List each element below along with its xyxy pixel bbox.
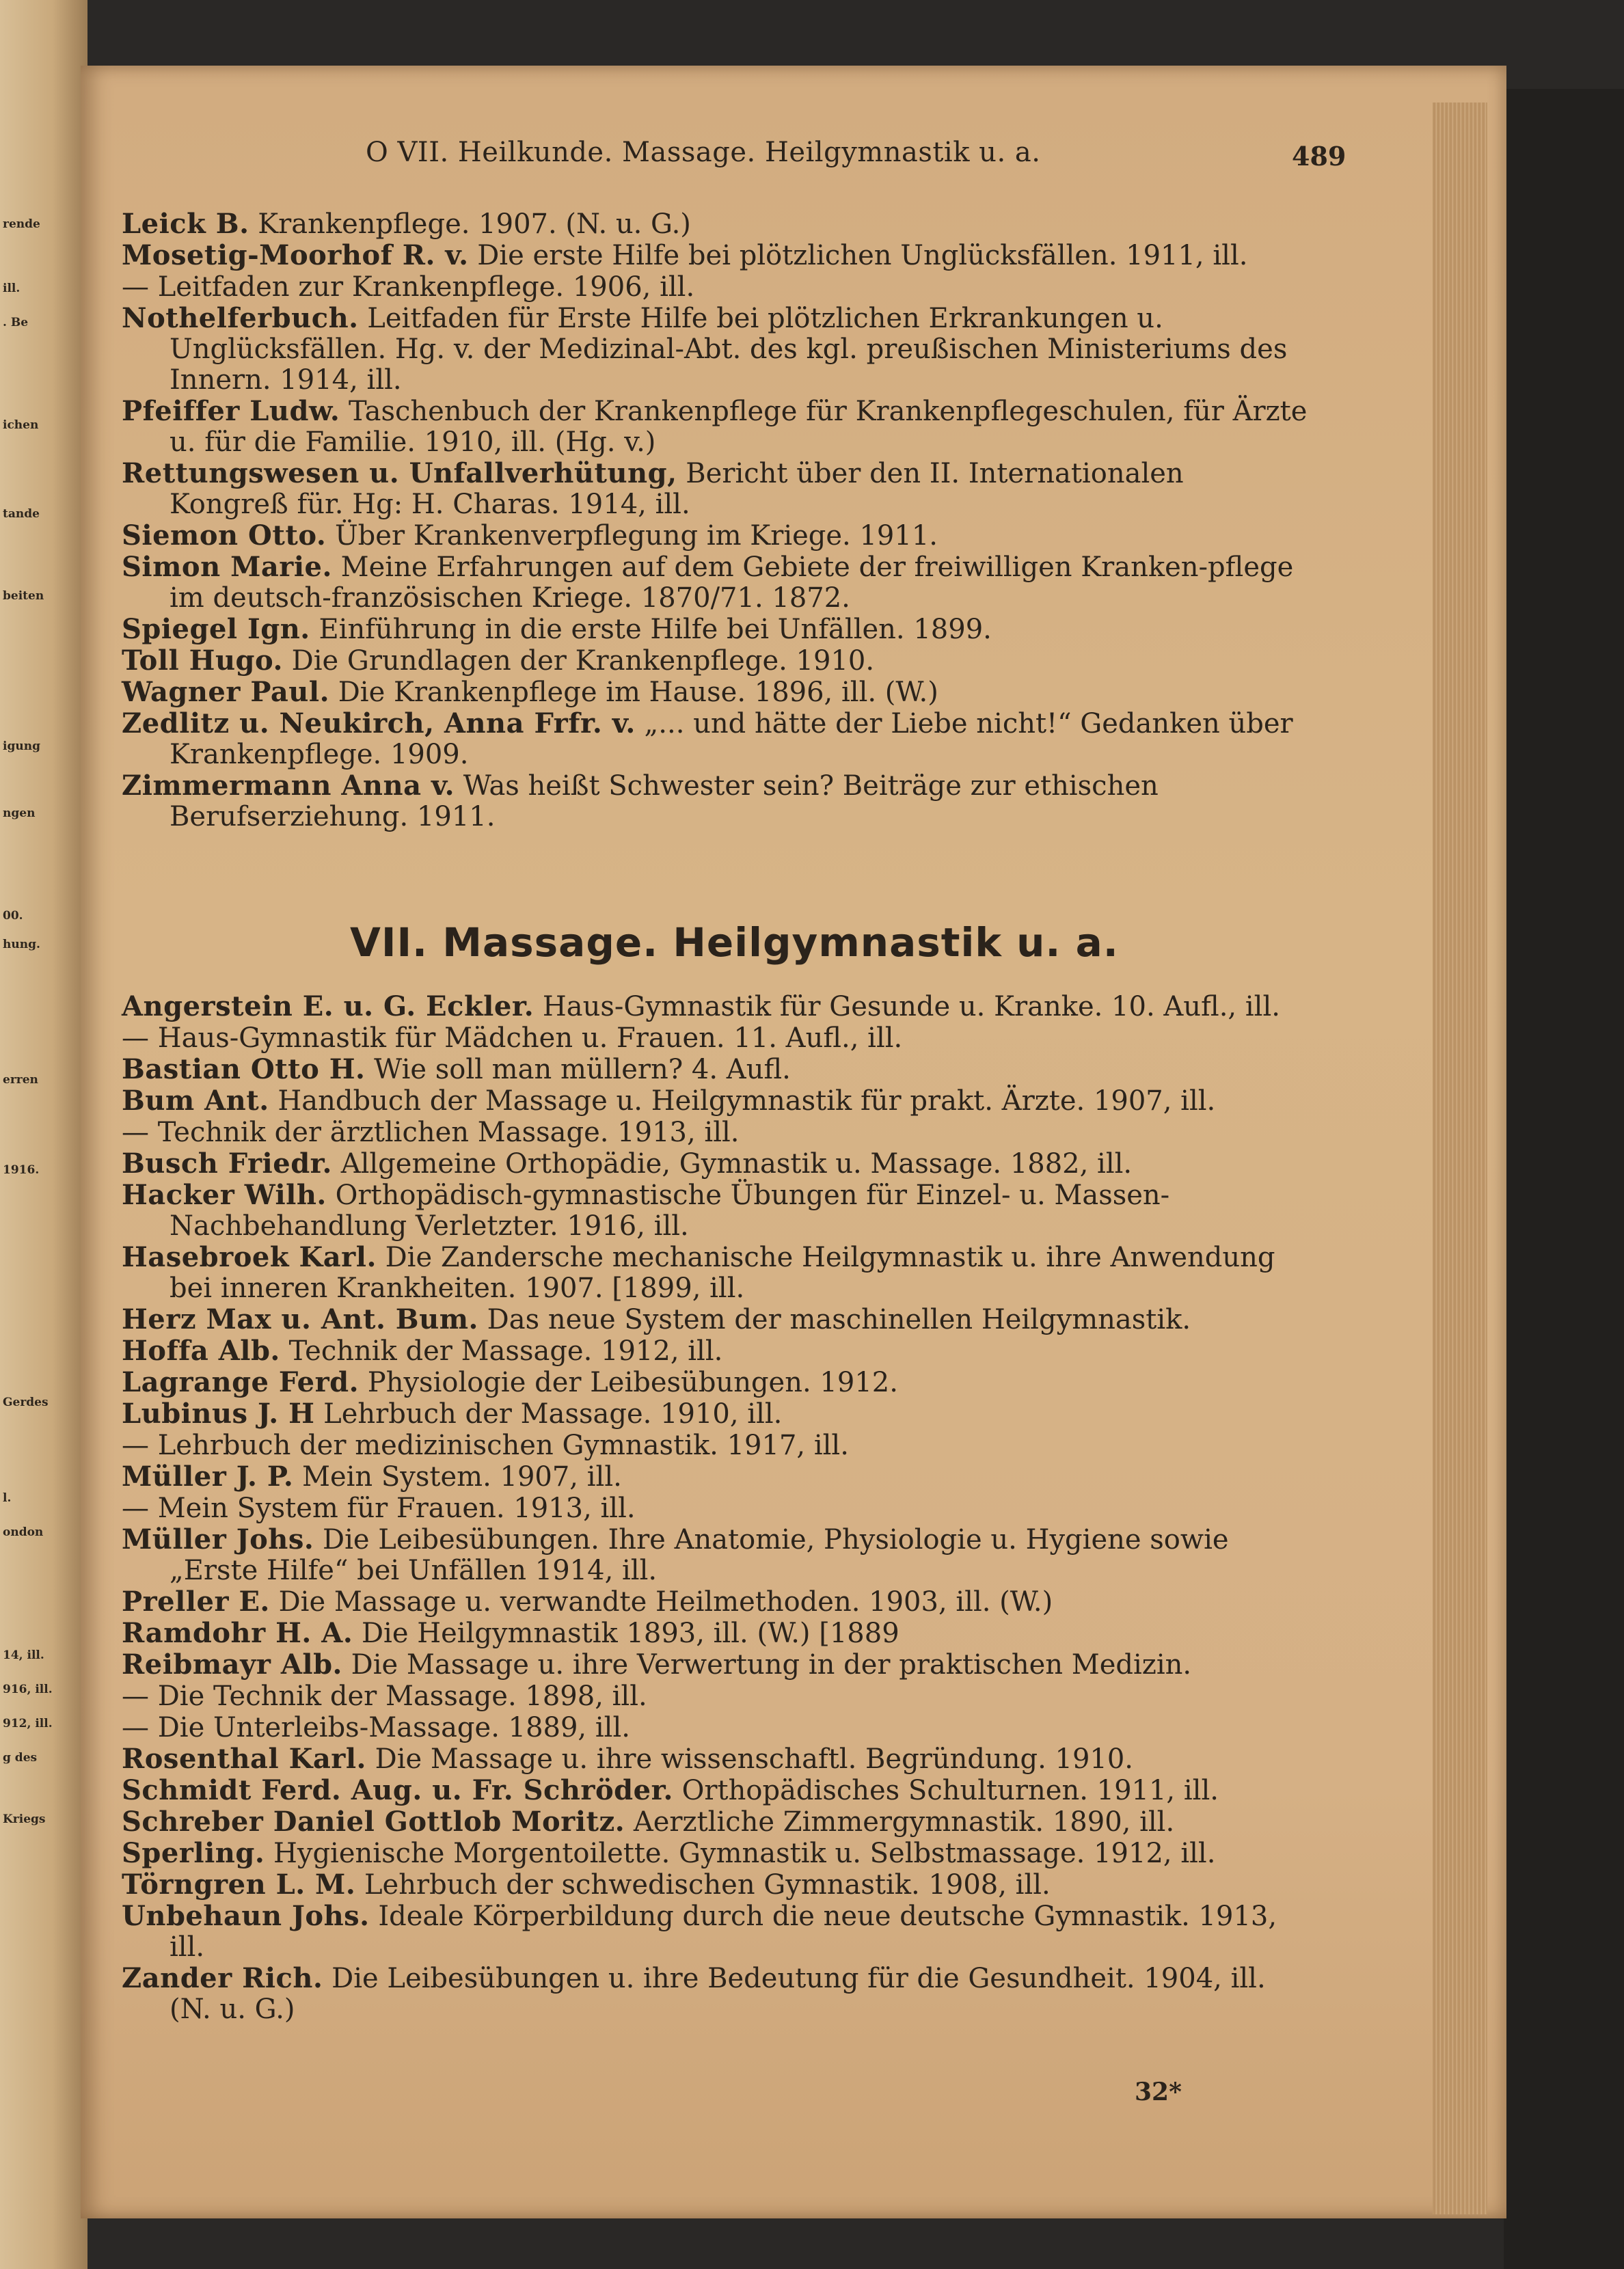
bibliography-list-massage	[122, 991, 1311, 2025]
entry-author: Hacker Wilh.	[122, 1179, 327, 1211]
entry-author: Rosenthal Karl.	[122, 1743, 366, 1775]
bibliography-entry	[122, 1367, 1311, 1398]
entry-text: Orthopädisches Schulturnen. 1911, ill.	[673, 1775, 1219, 1806]
entry-author: Hoffa Alb.	[122, 1335, 280, 1367]
running-header	[287, 137, 1381, 178]
entry-text: Lehrbuch der Massage. 1910, ill.	[314, 1398, 783, 1430]
entry-author: Törngren L. M.	[122, 1869, 356, 1901]
bibliography-entry	[122, 1304, 1311, 1335]
entry-author: Zimmermann Anna v.	[122, 770, 455, 802]
margin-fragment: l.	[3, 1491, 12, 1505]
bibliography-entry	[122, 1148, 1311, 1180]
entry-author: Bastian Otto H.	[122, 1053, 366, 1085]
margin-fragment: 912, ill.	[3, 1717, 53, 1730]
bibliography-entry	[122, 1806, 1311, 1838]
bibliography-entry	[122, 240, 1311, 271]
margin-fragment: ill.	[3, 282, 21, 295]
entry-author: Ramdohr H. A.	[122, 1617, 353, 1649]
entry-text: Die Zandersche mechanische Heilgymnastik u. ihre Anwendung bei inneren Krankheiten. 1907. [1899, ill.	[170, 1242, 1275, 1304]
bibliography-entry	[122, 991, 1311, 1022]
entry-text: Haus-Gymnastik für Gesunde u. Kranke. 10. Aufl., ill.	[534, 991, 1280, 1022]
margin-fragment: 14, ill.	[3, 1648, 44, 1662]
bibliography-entry	[122, 1117, 1311, 1148]
bibliography-entry	[122, 1335, 1311, 1367]
margin-fragment: ngen	[3, 806, 36, 820]
entry-text: — Mein System für Frauen. 1913, ill.	[122, 1493, 636, 1524]
entry-author: Simon Marie.	[122, 551, 332, 583]
entry-text: Leitfaden für Erste Hilfe bei plötzlichen Erkrankungen u. Unglücksfällen. Hg. v. der Medizinal-Abt. des kgl. preußischen Ministeriums des Innern. 1914, ill.	[170, 303, 1288, 396]
page-stack-edges	[1433, 103, 1487, 2214]
margin-fragment: 1916.	[3, 1163, 40, 1177]
page-number: 489	[1292, 141, 1346, 172]
entry-text: Allgemeine Orthopädie, Gymnastik u. Massage. 1882, ill.	[331, 1148, 1133, 1180]
entry-text: Orthopädisch-gymnastische Übungen für Einzel- u. Massen-Nachbehandlung Verletzter. 1916, ill.	[170, 1180, 1170, 1242]
bibliography-entry	[122, 1775, 1311, 1806]
bibliography-entry	[122, 1085, 1311, 1117]
entry-author: Mosetig-Moorhof R. v.	[122, 239, 469, 271]
bibliography-entry	[122, 1461, 1311, 1493]
bibliography-entry	[122, 520, 1311, 552]
entry-text: Die Massage u. ihre Verwertung in der praktischen Medizin.	[342, 1649, 1192, 1681]
margin-fragment: rende	[3, 217, 40, 231]
entry-text: Taschenbuch der Krankenpflege für Krankenpflegeschulen, für Ärzte u. für die Familie. 1910, ill. (Hg. v.)	[170, 396, 1308, 458]
entry-author: Müller J. P.	[122, 1460, 294, 1493]
bibliography-entry	[122, 1838, 1311, 1869]
bibliography-entry	[122, 1054, 1311, 1085]
bibliography-entry	[122, 1681, 1311, 1712]
entry-author: Toll Hugo.	[122, 644, 283, 677]
entry-author: Pfeiffer Ludw.	[122, 395, 340, 427]
section-heading: VII. Massage. Heilgymnastik u. a.	[350, 919, 1119, 966]
bibliography-entry	[122, 396, 1311, 458]
margin-fragment: 916, ill.	[3, 1683, 53, 1696]
margin-fragment: . Be	[3, 316, 29, 329]
entry-text: — Haus-Gymnastik für Mädchen u. Frauen. 11. Aufl., ill.	[122, 1022, 903, 1054]
bibliography-entry	[122, 645, 1311, 677]
bibliography-entry	[122, 770, 1311, 832]
entry-text: Lehrbuch der schwedischen Gymnastik. 1908, ill.	[355, 1869, 1051, 1901]
bibliography-entry	[122, 1242, 1311, 1304]
entry-author: Müller Johs.	[122, 1523, 314, 1555]
facing-page-edge	[0, 0, 87, 2269]
margin-fragment: hung.	[3, 938, 40, 951]
bibliography-entry	[122, 458, 1311, 520]
entry-author: Sperling.	[122, 1837, 265, 1869]
entry-author: Angerstein E. u. G. Eckler.	[122, 990, 534, 1022]
entry-author: Preller E.	[122, 1586, 270, 1618]
entry-author: Bum Ant.	[122, 1085, 269, 1117]
entry-text: Ideale Körperbildung durch die neue deutsche Gymnastik. 1913, ill.	[170, 1901, 1277, 1963]
entry-text: Physiologie der Leibesübungen. 1912.	[359, 1367, 898, 1398]
running-head-title: O VII. Heilkunde. Massage. Heilgymnastik u. a.	[366, 137, 1041, 168]
bibliography-entry	[122, 552, 1311, 614]
entry-text: Die Heilgymnastik 1893, ill. (W.) [1889	[353, 1618, 899, 1649]
bibliography-entry	[122, 1493, 1311, 1524]
entry-author: Spiegel Ign.	[122, 613, 310, 645]
book-binding	[1504, 89, 1624, 2269]
entry-author: Zander Rich.	[122, 1962, 323, 1994]
bibliography-entry	[122, 1586, 1311, 1618]
entry-author: Reibmayr Alb.	[122, 1648, 342, 1681]
bibliography-entry	[122, 1180, 1311, 1242]
entry-text: Was heißt Schwester sein? Beiträge zur ethischen Berufserziehung. 1911.	[170, 770, 1159, 832]
margin-fragment: erren	[3, 1073, 38, 1087]
bibliography-list-krankenpflege	[122, 208, 1311, 832]
entry-author: Schreber Daniel Gottlob Moritz.	[122, 1806, 625, 1838]
entry-text: Krankenpflege. 1907. (N. u. G.)	[249, 208, 691, 240]
bibliography-entry	[122, 1743, 1311, 1775]
entry-author: Hasebroek Karl.	[122, 1241, 377, 1273]
entry-text: — Technik der ärztlichen Massage. 1913, ill.	[122, 1117, 740, 1148]
entry-text: Die Leibesübungen. Ihre Anatomie, Physiologie u. Hygiene sowie „Erste Hilfe“ bei Unfällen 1914, ill.	[170, 1524, 1229, 1586]
bibliography-entry	[122, 1712, 1311, 1743]
bibliography-entry	[122, 1430, 1311, 1461]
entry-author: Lubinus J. H	[122, 1398, 315, 1430]
entry-text: Meine Erfahrungen auf dem Gebiete der freiwilligen Kranken-pflege im deutsch-französischen Kriege. 1870/71. 1872.	[170, 552, 1294, 614]
bibliography-entry	[122, 1022, 1311, 1054]
entry-text: Handbuch der Massage u. Heilgymnastik für prakt. Ärzte. 1907, ill.	[269, 1085, 1216, 1117]
entry-text: — Leitfaden zur Krankenpflege. 1906, ill.	[122, 271, 695, 303]
entry-text: Technik der Massage. 1912, ill.	[280, 1335, 723, 1367]
entry-author: Leick B.	[122, 208, 249, 240]
entry-text: Wie soll man müllern? 4. Aufl.	[365, 1054, 791, 1085]
entry-text: — Die Technik der Massage. 1898, ill.	[122, 1681, 647, 1712]
bibliography-entry	[122, 1869, 1311, 1901]
entry-author: Unbehaun Johs.	[122, 1900, 370, 1932]
bibliography-entry	[122, 708, 1311, 770]
entry-author: Herz Max u. Ant. Bum.	[122, 1303, 478, 1335]
margin-fragment: Gerdes	[3, 1396, 49, 1409]
signature-mark: 32*	[1135, 2078, 1182, 2106]
entry-text: — Lehrbuch der medizinischen Gymnastik. 1917, ill.	[122, 1430, 849, 1461]
bibliography-entry	[122, 1524, 1311, 1586]
bibliography-entry	[122, 677, 1311, 708]
bibliography-entry	[122, 1901, 1311, 1963]
entry-text: Mein System. 1907, ill.	[293, 1461, 622, 1493]
entry-text: Die Leibesübungen u. ihre Bedeutung für die Gesundheit. 1904, ill. (N. u. G.)	[170, 1963, 1266, 2025]
bibliography-entry	[122, 303, 1311, 396]
bibliography-entry	[122, 208, 1311, 240]
margin-fragment: Kriegs	[3, 1812, 46, 1826]
entry-author: Nothelferbuch.	[122, 302, 359, 334]
entry-author: Siemon Otto.	[122, 519, 327, 552]
entry-text: Einführung in die erste Hilfe bei Unfällen. 1899.	[310, 614, 992, 645]
entry-author: Wagner Paul.	[122, 676, 329, 708]
entry-text: Die erste Hilfe bei plötzlichen Unglücksfällen. 1911, ill.	[468, 240, 1248, 271]
entry-text: Aerztliche Zimmergymnastik. 1890, ill.	[625, 1806, 1175, 1838]
bibliography-entry	[122, 1649, 1311, 1681]
margin-fragment: 00.	[3, 909, 23, 923]
entry-text: „... und hätte der Liebe nicht!“ Gedanken über Krankenpflege. 1909.	[170, 708, 1293, 770]
bibliography-entry	[122, 1398, 1311, 1430]
entry-text: — Die Unterleibs-Massage. 1889, ill.	[122, 1712, 630, 1743]
bibliography-entry	[122, 1963, 1311, 2025]
margin-fragment: beiten	[3, 589, 44, 603]
margin-fragment: tande	[3, 507, 40, 521]
entry-text: Die Krankenpflege im Hause. 1896, ill. (W.)	[329, 677, 938, 708]
entry-author: Rettungswesen u. Unfallverhütung,	[122, 457, 677, 489]
entry-text: Bericht über den II. Internationalen Kongreß für. Hg: H. Charas. 1914, ill.	[170, 458, 1184, 520]
entry-text: Das neue System der maschinellen Heilgymnastik.	[478, 1304, 1191, 1335]
bibliography-entry	[122, 614, 1311, 645]
entry-author: Lagrange Ferd.	[122, 1366, 360, 1398]
margin-fragment: igung	[3, 739, 40, 753]
entry-author: Schmidt Ferd. Aug. u. Fr. Schröder.	[122, 1774, 673, 1806]
margin-fragment: ichen	[3, 418, 39, 432]
entry-text: Die Massage u. ihre wissenschaftl. Begründung. 1910.	[366, 1743, 1134, 1775]
entry-text: Hygienische Morgentoilette. Gymnastik u. Selbstmassage. 1912, ill.	[265, 1838, 1216, 1869]
entry-author: Zedlitz u. Neukirch, Anna Frfr. v.	[122, 707, 636, 739]
entry-text: Die Grundlagen der Krankenpflege. 1910.	[282, 645, 875, 677]
margin-fragment: ondon	[3, 1525, 44, 1539]
bibliography-entry	[122, 271, 1311, 303]
entry-author: Busch Friedr.	[122, 1147, 332, 1180]
entry-text: Über Krankenverpflegung im Kriege. 1911.	[326, 520, 938, 552]
entry-text: Die Massage u. verwandte Heilmethoden. 1903, ill. (W.)	[269, 1586, 1053, 1618]
bibliography-entry	[122, 1618, 1311, 1649]
margin-fragment: g des	[3, 1751, 38, 1765]
